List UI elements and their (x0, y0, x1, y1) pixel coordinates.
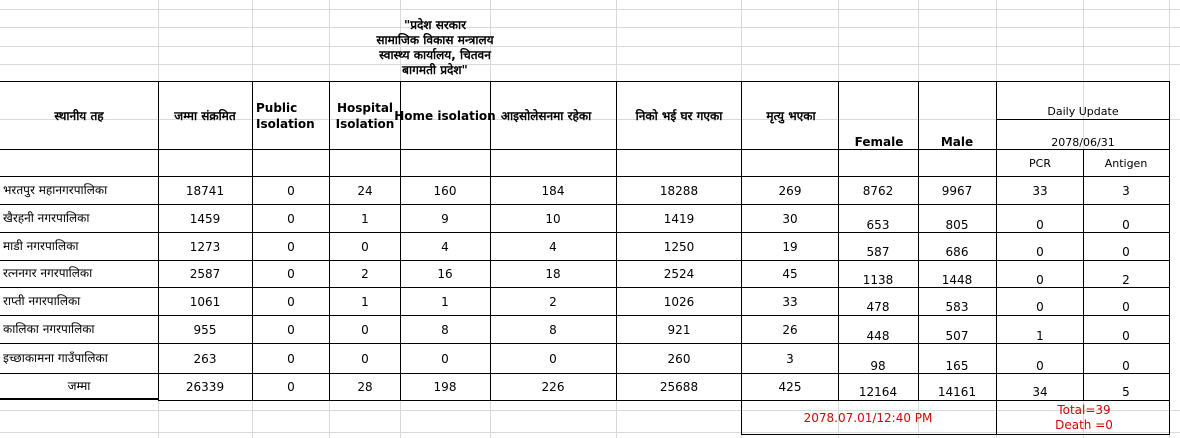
cell-isolation: 4 (549, 240, 557, 254)
cell-total: 26339 (185, 380, 225, 394)
cell-isolation: 0 (549, 352, 557, 366)
cell-recovered: 921 (667, 323, 691, 337)
cell-male: 686 (945, 245, 969, 259)
cell-pcr: 0 (1036, 273, 1044, 287)
cell-recovered: 1250 (663, 240, 695, 254)
row-name: जम्मा (67, 379, 91, 393)
cell-hospital: 2 (361, 267, 369, 281)
cell-isolation: 2 (549, 295, 557, 309)
cell-antigen: 2 (1122, 273, 1130, 287)
header-antigen: Antigen (1104, 157, 1148, 170)
cell-home: 4 (441, 240, 449, 254)
cell-home: 16 (437, 267, 453, 281)
cell-female: 12164 (858, 385, 898, 399)
header-female: Female (854, 135, 904, 149)
cell-male: 165 (945, 359, 969, 373)
cell-total: 955 (193, 323, 217, 337)
row-name: राप्ती नगरपालिका (3, 294, 81, 308)
title-line-4: बागमती प्रदेश" (402, 63, 468, 77)
header-hospital-isolation-1: Hospital (336, 101, 394, 115)
header-deaths: मृत्यु भएका (766, 109, 816, 123)
cell-hospital: 1 (361, 212, 369, 226)
cell-male: 507 (945, 329, 969, 343)
header-recovered: निको भई घर गएका (635, 109, 723, 123)
cell-total: 1061 (189, 295, 221, 309)
row-name: भरतपुर महानगरपालिका (3, 183, 108, 197)
row-name: खैरहनी नगरपालिका (3, 211, 90, 225)
title-line-2: सामाजिक विकास मन्त्रालय (376, 33, 494, 47)
cell-hospital: 24 (357, 184, 373, 198)
cell-isolation: 18 (545, 267, 561, 281)
row-name: इच्छाकामना गाउँपालिका (3, 351, 108, 365)
cell-home: 8 (441, 323, 449, 337)
cell-pcr: 1 (1036, 329, 1044, 343)
cell-home: 160 (433, 184, 457, 198)
cell-female: 478 (866, 300, 890, 314)
cell-hospital: 0 (361, 323, 369, 337)
row-name: कालिका नगरपालिका (3, 322, 95, 336)
row-name: रत्ननगर नगरपालिका (3, 266, 93, 280)
cell-isolation: 10 (545, 212, 561, 226)
cell-home: 198 (433, 380, 457, 394)
cell-deaths: 30 (782, 212, 798, 226)
cell-pcr: 0 (1036, 245, 1044, 259)
cell-pcr: 33 (1032, 184, 1048, 198)
cell-isolation: 226 (541, 380, 565, 394)
cell-public: 0 (287, 184, 295, 198)
cell-antigen: 0 (1122, 218, 1130, 232)
header-pcr: PCR (1029, 157, 1051, 170)
cell-antigen: 0 (1122, 300, 1130, 314)
cell-isolation: 8 (549, 323, 557, 337)
cell-public: 0 (287, 240, 295, 254)
cell-recovered: 260 (667, 352, 691, 366)
cell-total: 1273 (189, 240, 221, 254)
cell-recovered: 2524 (663, 267, 695, 281)
update-timestamp: 2078.07.01/12:40 PM (803, 411, 933, 425)
header-public-isolation-1: Public (256, 101, 298, 115)
cell-home: 1 (441, 295, 449, 309)
header-hospital-isolation-2: Isolation (335, 117, 395, 131)
cell-recovered: 1026 (663, 295, 695, 309)
cell-total: 263 (193, 352, 217, 366)
cell-total: 2587 (189, 267, 221, 281)
cell-antigen: 0 (1122, 359, 1130, 373)
cell-public: 0 (287, 323, 295, 337)
title-line-1: "प्रदेश सरकार (403, 18, 467, 32)
cell-antigen: 0 (1122, 329, 1130, 343)
cell-recovered: 1419 (663, 212, 695, 226)
cell-pcr: 0 (1036, 300, 1044, 314)
cell-male: 14161 (937, 385, 977, 399)
cell-hospital: 0 (361, 352, 369, 366)
cell-antigen: 0 (1122, 245, 1130, 259)
cell-deaths: 425 (778, 380, 802, 394)
cell-male: 805 (945, 218, 969, 232)
title-line-3: स्वास्थ्य कार्यालय, चितवन (379, 48, 491, 62)
cell-pcr: 0 (1036, 218, 1044, 232)
cell-deaths: 26 (782, 323, 798, 337)
cell-deaths: 33 (782, 295, 798, 309)
cell-male: 583 (945, 300, 969, 314)
summary-death: Death =0 (1055, 418, 1113, 432)
cell-total: 18741 (185, 184, 225, 198)
header-male: Male (940, 135, 974, 149)
cell-male: 9967 (941, 184, 973, 198)
cell-female: 653 (866, 218, 890, 232)
header-cumulative: जम्मा संक्रमित (174, 109, 236, 123)
summary-total: Total=39 (1057, 403, 1111, 417)
cell-pcr: 34 (1032, 385, 1048, 399)
cell-deaths: 19 (782, 240, 798, 254)
cell-hospital: 1 (361, 295, 369, 309)
cell-recovered: 18288 (659, 184, 699, 198)
header-public-isolation-2: Isolation (256, 117, 315, 131)
cell-total: 1459 (189, 212, 221, 226)
header-daily-update: Daily Update (1047, 105, 1119, 118)
cell-female: 98 (870, 359, 886, 373)
cell-pcr: 0 (1036, 359, 1044, 373)
cell-male: 1448 (941, 273, 973, 287)
header-update-date: 2078/06/31 (1051, 136, 1115, 149)
row-name: माडी नगरपालिका (3, 239, 79, 253)
cell-deaths: 45 (782, 267, 798, 281)
cell-public: 0 (287, 380, 295, 394)
header-in-isolation: आइसोलेसनमा रहेका (500, 109, 592, 123)
cell-public: 0 (287, 212, 295, 226)
cell-home: 9 (441, 212, 449, 226)
cell-female: 8762 (862, 184, 894, 198)
cell-female: 587 (866, 245, 890, 259)
header-local-level: स्थानीय तह (54, 109, 104, 123)
cell-public: 0 (287, 352, 295, 366)
cell-antigen: 5 (1122, 385, 1130, 399)
cell-isolation: 184 (541, 184, 565, 198)
cell-hospital: 28 (357, 380, 373, 394)
header-home-isolation: Home isolation (394, 109, 496, 123)
cell-deaths: 3 (786, 352, 794, 366)
cell-recovered: 25688 (659, 380, 699, 394)
cell-public: 0 (287, 295, 295, 309)
cell-hospital: 0 (361, 240, 369, 254)
cell-antigen: 3 (1122, 184, 1130, 198)
cell-female: 448 (866, 329, 890, 343)
cell-home: 0 (441, 352, 449, 366)
cell-female: 1138 (862, 273, 894, 287)
cell-deaths: 269 (778, 184, 802, 198)
cell-public: 0 (287, 267, 295, 281)
